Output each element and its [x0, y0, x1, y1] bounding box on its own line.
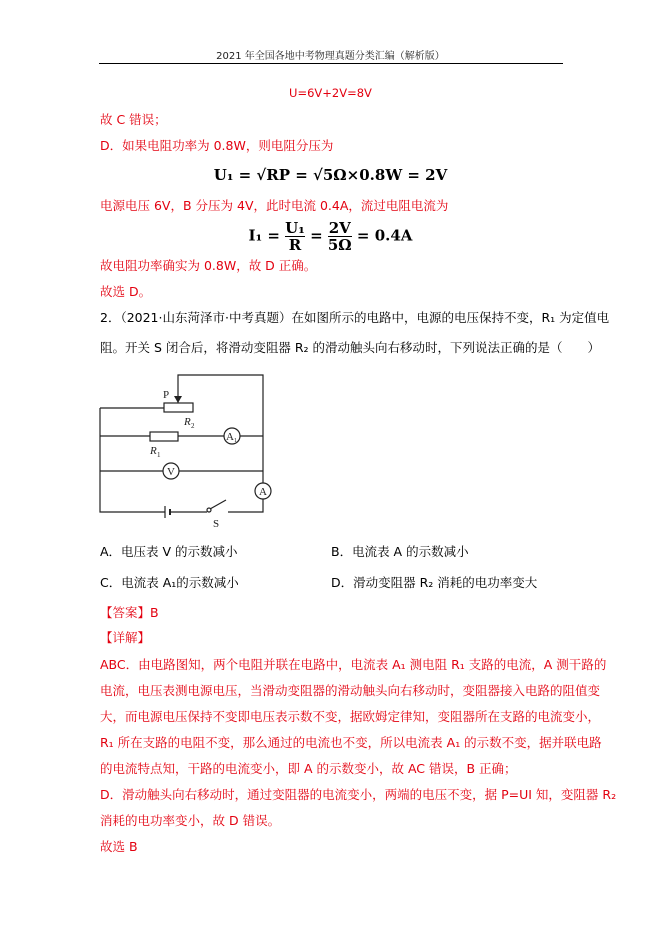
choose-d-text: 故选 D。	[100, 284, 152, 299]
detail-line: R₁ 所在支路的电阻不变，那么通过的电流也不变，所以电流表 A₁ 的示数不变，据并联电路	[100, 735, 602, 750]
detail-line: D．滑动触头向右移动时，通过变阻器的电流变小，两端的电压不变，据 P=UI 知，变阻器 R₂	[100, 787, 617, 802]
detail-line: 故选 B	[100, 839, 138, 854]
formula-rhs: = 0.4A	[356, 226, 413, 245]
label-a1-sub: 1	[234, 438, 237, 444]
slider-arrow-icon	[174, 396, 182, 403]
detail-line: 电流，电压表测电源电压，当滑动变阻器的滑动触头向右移动时，变阻器接入电路的阻值变	[100, 683, 601, 698]
label-r2: R	[184, 416, 191, 428]
denominator: 5Ω	[327, 236, 352, 254]
wire-bottom-right	[228, 499, 263, 512]
option-b[interactable]: B．电流表 A 的示数减小	[331, 544, 469, 559]
option-c[interactable]: C．电流表 A₁的示数减小	[100, 575, 239, 590]
switch-blade	[210, 500, 226, 509]
d-intro-text: D．如果电阻功率为 0.8W，则电阻分压为	[100, 138, 334, 153]
detail-line: 大，而电源电压保持不变即电压表示数不变，据欧姆定律知，变阻器所在支路的电流变小，	[100, 709, 601, 724]
option-d[interactable]: D．滑动变阻器 R₂ 消耗的电功率变大	[331, 575, 538, 590]
source-voltage-text: 电源电压 6V，B 分压为 4V，此时电流 0.4A，流过电阻电流为	[100, 198, 449, 213]
formula-lhs: I₁ =	[248, 226, 280, 245]
label-a1: A	[226, 431, 234, 443]
resistor-r1	[150, 432, 178, 441]
option-a[interactable]: A．电压表 V 的示数减小	[100, 544, 238, 559]
label-v: V	[167, 466, 175, 478]
label-p: P	[163, 389, 170, 401]
answer-label: 【答案】B	[100, 605, 159, 620]
label-r1-sub: 1	[157, 451, 161, 459]
label-r2-sub: 2	[191, 422, 195, 430]
wire-left	[100, 408, 165, 512]
label-s: S	[213, 518, 220, 530]
question-line-2: 阻。开关 S 闭合后，将滑动变阻器 R₂ 的滑动触头向右移动时，下列说法正确的是（ ）	[100, 340, 601, 355]
equation-u: U=6V+2V=8V	[289, 86, 372, 100]
numerator: 2V	[328, 219, 351, 237]
detail-label: 【详解】	[100, 630, 151, 645]
resistor-r2	[164, 403, 193, 412]
d-correct-text: 故电阻功率确实为 0.8W，故 D 正确。	[100, 258, 317, 273]
question-line-1: 2．（2021·山东菏泽市·中考真题）在如图所示的电路中，电源的电压保持不变，R₁ 为定值电	[100, 310, 610, 325]
c-wrong-text: 故 C 错误；	[100, 112, 167, 127]
numerator: U₁	[285, 219, 305, 237]
label-r1: R	[150, 445, 157, 457]
label-a: A	[259, 486, 267, 498]
formula-u1: U₁ = √RP = √5Ω×0.8W = 2V	[213, 166, 448, 184]
detail-line: 的电流特点知，干路的电流变小，即 A 的示数变小，故 AC 错误，B 正确；	[100, 761, 517, 776]
page-header: 2021 年全国各地中考物理真题分类汇编（解析版）	[216, 51, 445, 62]
detail-line: ABC．由电路图知，两个电阻并联在电路中，电流表 A₁ 测电阻 R₁ 支路的电流，A 测干路的	[100, 657, 607, 672]
denominator: R	[288, 236, 302, 254]
detail-line: 消耗的电功率变小，故 D 错误。	[100, 813, 281, 828]
equals: =	[310, 226, 323, 245]
